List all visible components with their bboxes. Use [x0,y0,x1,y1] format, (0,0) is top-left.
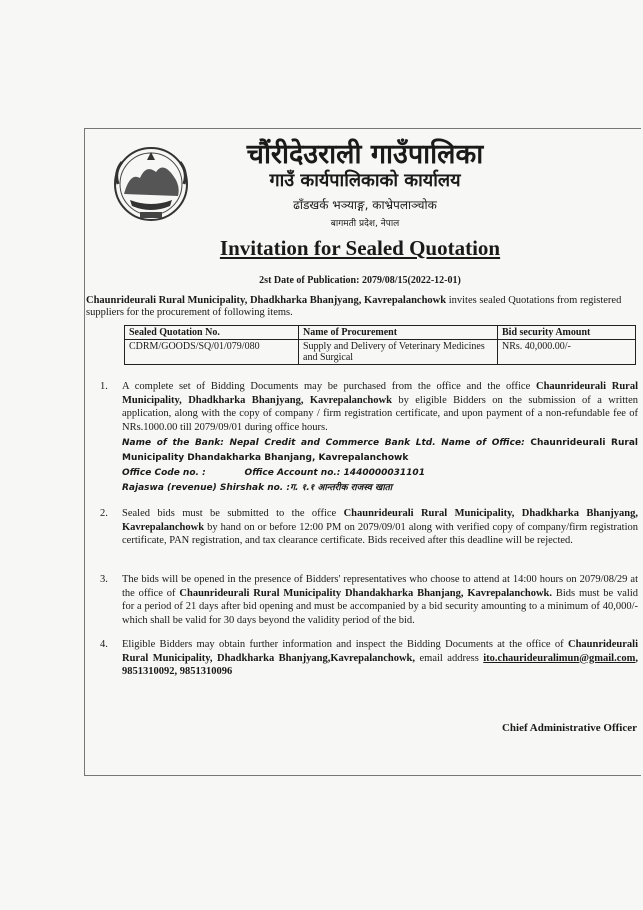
table-cell: CDRM/GOODS/SQ/01/079/080 [125,340,299,365]
email-link[interactable]: ito.chaurideuralimun@gmail.com [483,652,636,664]
item-text: by eligible Bidders on the submission of a written application, along with the copy of company / firm registration certificate, and upon payment of a non-refundable fee of NRs.1000.00 till 2079/09/01 during office hours. [122,394,639,433]
item-text: Eligible Bidders may obtain further information and inspect the Bidding Documents at the office of [122,639,568,650]
table-header: Sealed Quotation No. [125,326,299,340]
bank-office: Chaunrideurali Rural Municipality Dhandakharka Bhanjang, Kavrepalanchowk [122,438,638,463]
item-text: The bids will be opened in the presence of Bidders' representatives who choose to attend at 14:00 hours on 2079/08/29 at the office of [122,574,638,599]
item-number: 1. [100,381,108,392]
item-text: by hand on or before 12:00 PM on 2079/09/01 along with verified copy of company/firm registration certificate, PAN registration, and tax clearance certificate. Bids received after this deadline will be rejected. [122,521,638,546]
intro-text: invites sealed Quotations from registered suppliers for the procurement of following items. [86,295,622,318]
item-text: Bids must be valid for a period of 21 days after bid opening and must be accompanied by a bid security amounting to a minimum of 40,000/- which shall be valid for 30 days beyond the validity period of the bid. [122,587,638,626]
item-bold-text: Chaunrideurali Rural Municipality, Dhadkharka Bhanjyang,Kavrepalanchowk, [122,639,638,664]
org-name-np: चौंरीदेउराली गाउँपालिका [246,139,484,170]
item-text: email address [415,652,484,664]
table-row [125,340,636,365]
item-number: 4. [100,639,108,650]
signature-title: Chief Administrative Officer [501,722,637,734]
province-np: बागमती प्रदेश, नेपाल [330,219,400,229]
intro-org: Chaunrideurali Rural Municipality, Dhadkharka Bhanjyang, Kavrepalanchowk [86,295,447,306]
table-cell: Supply and Delivery of Veterinary Medicines and Surgical [299,340,498,365]
item-text: A complete set of Bidding Documents may be purchased from the office and the office [122,381,536,392]
nepal-government-emblem-icon [110,142,192,224]
page-title: Invitation for Sealed Quotation [219,236,501,260]
intro-paragraph [86,295,636,319]
office-name-np: गाउँ कार्यपालिकाको कार्यालय [269,170,461,191]
table-header: Name of Procurement [299,326,498,340]
table-header-row [125,326,636,340]
item-number: 3. [100,574,108,585]
item-bold-text: Chaunrideurali Rural Municipality, Dhadkharka Bhanjyang, Kavrepalanchowk [122,508,638,533]
publication-date: 2st Date of Publication: 2079/08/15(2022-12-01) [259,275,461,286]
address-np: ढाँडखर्क भञ्याङ्ग, काभ्रेपलाञ्चोक [293,198,437,212]
quotation-table [124,325,636,365]
item-number: 2. [100,508,108,519]
table-header: Bid security Amount [498,326,636,340]
phone-numbers: , 9851310092, 9851310096 [122,652,638,677]
office-account: Office Account no.: 1440000031101 [244,468,425,478]
office-code: Office Code no. : [122,468,206,478]
item-bold-text: Chaunrideurali Rural Municipality Dhandakharka Bhanjang, Kavrepalanchowk. [179,587,553,599]
item-bold-text: Chaunrideurali Rural Municipality, Dhadkharka Bhanjyang, Kavrepalanchowk [122,381,639,406]
table-cell: NRs. 40,000.00/- [498,340,636,365]
bank-label: Name of the Bank: Nepal Credit and Commerce Bank Ltd. Name of Office: [122,438,525,448]
rajaswa-shirshak: Rajaswa (revenue) Shirshak no. :ग. १.१ आन्तरीक राजस्व खाता [122,483,393,493]
item-text: Sealed bids must be submitted to the office [122,508,344,519]
